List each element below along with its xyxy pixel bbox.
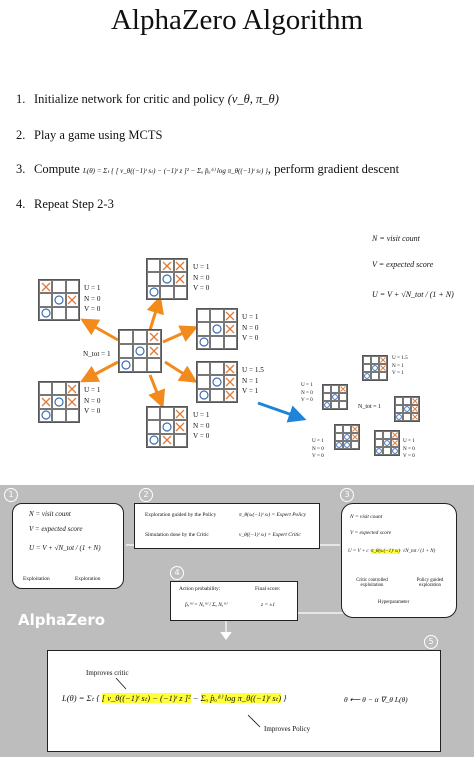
step-badge-4: 4 — [170, 566, 184, 580]
step-text: Play a game using MCTS — [34, 128, 163, 142]
v-value: V = 0 — [403, 453, 415, 459]
zoom-ntot-label: N_tot = 1 — [358, 404, 382, 410]
u-value: U = 1 — [312, 438, 324, 444]
expert-box — [134, 503, 320, 549]
u-value: U = 1 — [193, 263, 210, 271]
loss-part: L(θ) = Σₜ { — [62, 693, 100, 703]
root-board — [118, 329, 162, 373]
v-value: V = 0 — [84, 407, 101, 415]
page-title: AlphaZero Algorithm — [110, 4, 364, 36]
exploitation-label: Exploitation — [23, 576, 50, 582]
root-ntot-label: N_tot = 1 — [83, 350, 111, 358]
v-value: V = 0 — [301, 397, 313, 403]
v-value: V = 0 — [193, 432, 210, 440]
child-board-top — [146, 258, 188, 300]
child-board-left-upper — [38, 279, 80, 321]
loss-part: − — [192, 693, 199, 703]
child-board-right-lower — [196, 361, 238, 403]
formula-highlight: π_θ(sₜ(−1)ᵗ sₜ) — [371, 549, 400, 554]
arrow-to-left-lower — [88, 362, 118, 378]
arrow-to-zoom — [258, 403, 298, 417]
v-value: V = 1 — [242, 387, 259, 395]
u-value: U = 1 — [84, 386, 101, 394]
child-stats-left-upper — [84, 283, 100, 315]
critic-simulation-label: Simulation done by the Critic — [145, 532, 209, 538]
u-value: U = 1 — [193, 411, 210, 419]
n-value: N = 0 — [193, 273, 210, 282]
exploration-label: Exploration — [75, 576, 101, 582]
n-value: N = 0 — [84, 294, 101, 303]
expected-score-def: V = expected score — [372, 260, 434, 269]
step-badge-5: 5 — [424, 635, 438, 649]
zoom-board-root — [394, 396, 420, 422]
n-value: N = 0 — [301, 389, 313, 396]
critic-term-highlight: [ v_θ((−1)ᵗ sₜ) − (−1)ᵗ z ]² — [101, 693, 191, 703]
gradient-update: θ ⟵ θ − α ∇_θ L(θ) — [344, 695, 408, 704]
child-stats-right-upper — [242, 312, 258, 344]
step-text-post: , perform gradient descent — [267, 162, 400, 176]
v-value: V = 0 — [193, 284, 210, 292]
expert-critic: v_θ((−1)ᵗ sₜ) = Expert Critic — [239, 532, 301, 538]
n-value: N = 1 — [392, 362, 404, 369]
arrow-to-right-upper — [163, 330, 190, 342]
step-badge-3: 3 — [340, 488, 354, 502]
u-value: U = 1 — [403, 438, 415, 444]
loss-arrows — [48, 651, 440, 751]
child-board-right-upper — [196, 308, 238, 350]
arrow-to-left-upper — [88, 323, 118, 340]
policy-guided-label: Exploration guided by the Policy — [145, 512, 217, 518]
step-text: Repeat Step 2-3 — [34, 197, 114, 211]
u-value: U = 1.5 — [392, 355, 408, 361]
u-value: U = 1 — [242, 313, 259, 321]
formula-part: U = V + c · — [348, 549, 372, 554]
visit-count-def: N = visit count — [372, 234, 420, 243]
visit-count-def: N = visit count — [350, 514, 383, 520]
u-value: U = 1 — [84, 284, 101, 292]
child-stats-bottom — [193, 410, 209, 442]
zoom-board-top — [362, 355, 388, 381]
formula-part: · √N_tot / (1 + N) — [399, 549, 436, 554]
alphazero-label: AlphaZero — [18, 611, 106, 629]
child-board-left-lower — [38, 381, 80, 423]
u-value: U = 1.5 — [242, 366, 264, 374]
n-value: N = 0 — [193, 421, 210, 430]
arrow-to-right-lower — [165, 362, 190, 378]
step-number: 2. — [16, 128, 26, 142]
critic-label: Critic controlled exploitation — [356, 578, 388, 588]
policy-label: Policy guided exploration — [416, 578, 444, 588]
step-number: 1. — [16, 92, 26, 106]
loss-box — [47, 650, 441, 752]
expert-policy: π_θ(sₜ(−1)ᵗ sₜ) = Expert Policy — [239, 512, 307, 518]
improves-policy-label: Improves Policy — [264, 725, 311, 733]
v-value: V = 1 — [392, 370, 404, 376]
arrow-to-top — [150, 304, 158, 330]
n-value: N = 0 — [242, 323, 259, 332]
step-badge-1: 1 — [4, 488, 18, 502]
targets-box — [170, 581, 298, 621]
expected-score-def: V = expected score — [350, 530, 392, 536]
child-stats-right-lower — [242, 365, 264, 397]
n-value: N = 1 — [242, 376, 259, 385]
policy-term-highlight: Σₐ p̂ₐ⁽ᵗ⁾ log π_θ((−1)ᵗ sₜ) — [200, 693, 282, 703]
v-value: V = 0 — [312, 453, 324, 459]
zoom-board-bottom-left — [334, 424, 360, 450]
zoom-stats-bottom-right — [403, 438, 415, 461]
visit-count-def: N = visit count — [29, 510, 71, 518]
step-text: Compute — [34, 162, 80, 176]
puct-box — [341, 503, 457, 618]
action-prob-label: Action probability: — [179, 586, 221, 592]
zoom-stats-bottom-left — [312, 438, 324, 461]
child-board-bottom — [146, 406, 188, 448]
n-value: N = 0 — [84, 396, 101, 405]
final-score-value: z = ±1 — [261, 602, 276, 608]
expected-score-def: V = expected score — [29, 525, 83, 533]
n-value: N = 0 — [403, 445, 415, 452]
zoom-stats-top — [392, 355, 408, 378]
zoom-board-bottom-right — [374, 430, 400, 456]
zoom-stats-left — [301, 382, 313, 405]
loss-part: } — [283, 693, 287, 703]
u-value: U = 1 — [301, 382, 313, 388]
ucb-formula: U = V + √N_tot / (1 + N) — [372, 290, 454, 299]
step-badge-2: 2 — [139, 488, 153, 502]
ucb-formula: U = V + √N_tot / (1 + N) — [29, 544, 101, 552]
child-stats-top — [193, 262, 209, 294]
n-value: N = 0 — [312, 445, 324, 452]
v-value: V = 0 — [84, 305, 101, 313]
hyperparameter-label: Hyperparameter — [378, 600, 410, 605]
action-prob-formula: p̂ₐ⁽ᵗ⁾ = Nₐ⁽ᵗ⁾ / Σₐ Nₐ⁽ᵗ⁾ — [185, 602, 227, 608]
zoom-board-left — [322, 384, 348, 410]
step-number: 3. — [16, 162, 26, 176]
ucb-box — [12, 503, 124, 589]
loss-formula: L(θ) = Σₜ { [ v_θ((−1)ᵗ sₜ) − (−1)ᵗ z ]² − Σₐ p̂ₐ⁽ᵗ⁾ log π_θ((−1)ᵗ sₜ) } — [82, 167, 268, 175]
arrow-to-bottom — [150, 375, 160, 400]
final-score-label: Final score: — [255, 586, 281, 592]
v-value: V = 0 — [242, 334, 259, 342]
puct-formula — [348, 548, 435, 554]
step-math: (v_θ, π_θ) — [227, 92, 279, 106]
step-number: 4. — [16, 197, 26, 211]
child-stats-left-lower — [84, 385, 100, 417]
step-text: Initialize network for critic and policy — [34, 92, 225, 106]
improves-critic-label: Improves critic — [86, 669, 129, 677]
